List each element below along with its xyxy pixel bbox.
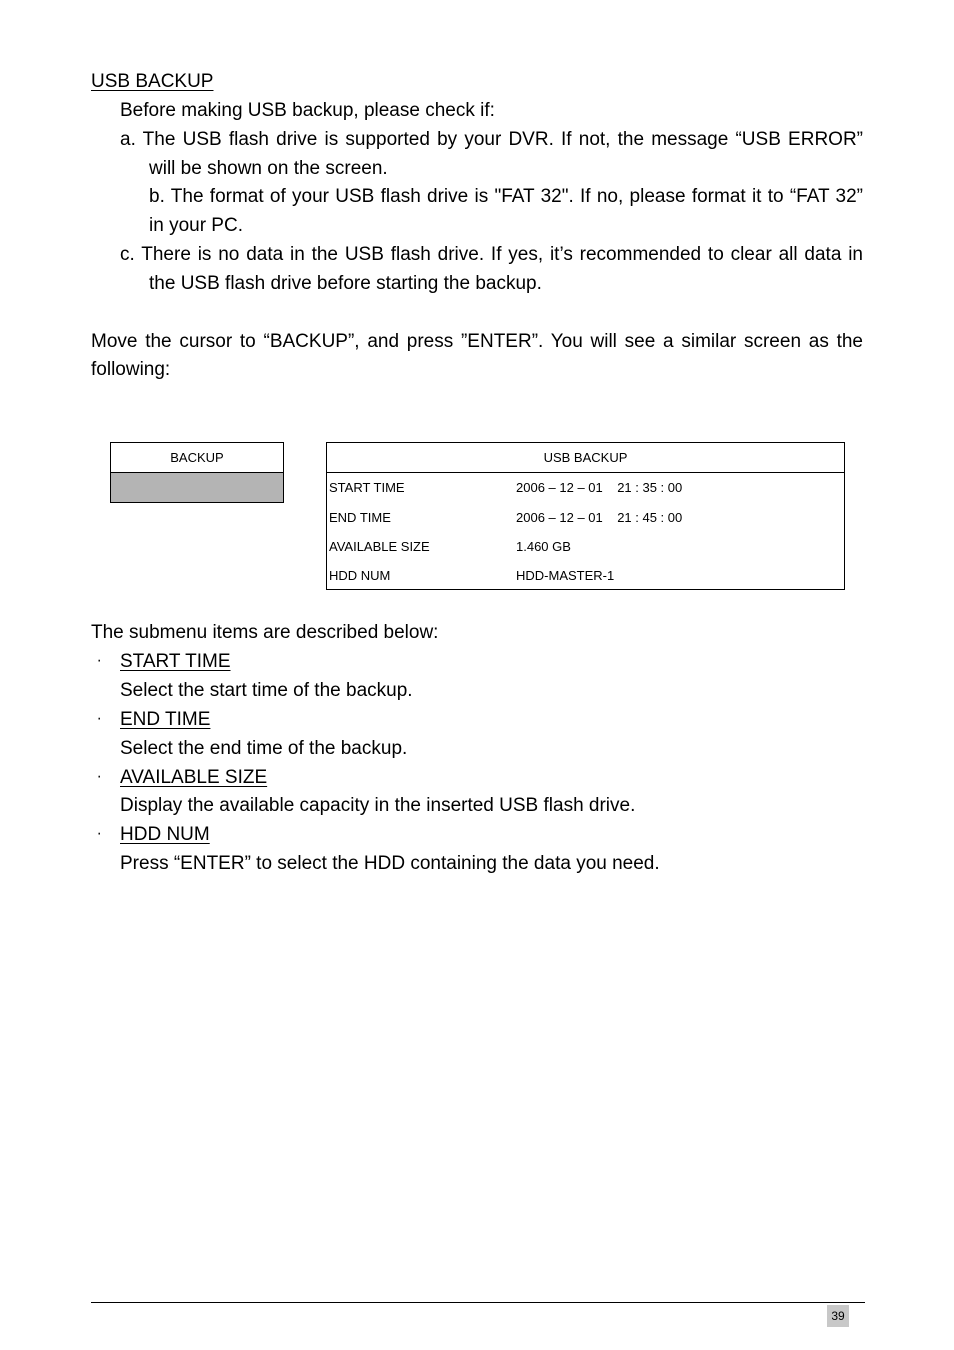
backup-menu-title: BACKUP bbox=[170, 450, 224, 465]
footer-rule bbox=[91, 1302, 865, 1303]
page-number: 39 bbox=[827, 1305, 849, 1327]
move-instruction-line1: Move the cursor to “BACKUP”, and press ”ENTER”. You will see a similar screen as the bbox=[91, 331, 863, 352]
menu-row-value: 2006 – 12 – 01 21 : 35 : 00 bbox=[516, 480, 683, 495]
item-desc-available-size: Display the available capacity in the inserted USB flash drive. bbox=[120, 795, 636, 816]
item-title-end-time: END TIME bbox=[120, 709, 211, 730]
usb-backup-panel bbox=[326, 442, 845, 590]
check-b-line2: in your PC. bbox=[149, 215, 243, 236]
item-title-start-time: START TIME bbox=[120, 651, 231, 672]
bullet-mark: ‧ bbox=[97, 826, 102, 842]
bullet-mark: ‧ bbox=[97, 653, 102, 669]
item-desc-start-time: Select the start time of the backup. bbox=[120, 680, 413, 701]
menu-row-label: START TIME bbox=[329, 480, 405, 495]
check-c-line2: the USB flash drive before starting the backup. bbox=[149, 273, 542, 294]
submenu-intro: The submenu items are described below: bbox=[91, 622, 439, 643]
bullet-mark: ‧ bbox=[97, 711, 102, 727]
usb-backup-title: USB BACKUP bbox=[543, 450, 628, 465]
item-title-hdd-num: HDD NUM bbox=[120, 824, 210, 845]
menu-row-label: HDD NUM bbox=[329, 568, 391, 583]
move-instruction-line2: following: bbox=[91, 359, 171, 380]
section-heading: USB BACKUP bbox=[91, 71, 214, 92]
item-title-available-size: AVAILABLE SIZE bbox=[120, 767, 268, 788]
item-desc-hdd-num: Press “ENTER” to select the HDD containing the data you need. bbox=[120, 853, 660, 874]
intro-text: Before making USB backup, please check if: bbox=[120, 100, 495, 121]
bullet-mark: ‧ bbox=[97, 769, 102, 785]
backup-menu-highlight-item[interactable] bbox=[111, 473, 283, 502]
check-c-line1: c. There is no data in the USB flash drive. If yes, it’s recommended to clear all data in bbox=[120, 244, 863, 265]
menu-row-label: END TIME bbox=[329, 510, 391, 525]
check-b-line1: b. The format of your USB flash drive is "FAT 32". If no, please format it to “FAT 32” bbox=[149, 186, 863, 207]
menu-row-value: 1.460 GB bbox=[516, 539, 571, 554]
usb-backup-divider bbox=[327, 472, 844, 473]
item-desc-end-time: Select the end time of the backup. bbox=[120, 738, 408, 759]
menu-row-label: AVAILABLE SIZE bbox=[329, 539, 430, 554]
check-a-line2: will be shown on the screen. bbox=[149, 158, 388, 179]
check-a-line1: a. The USB flash drive is supported by your DVR. If not, the message “USB ERROR” bbox=[120, 129, 863, 150]
backup-menu-box bbox=[110, 442, 284, 503]
menu-row-value: HDD-MASTER-1 bbox=[516, 568, 615, 583]
menu-row-value: 2006 – 12 – 01 21 : 45 : 00 bbox=[516, 510, 683, 525]
